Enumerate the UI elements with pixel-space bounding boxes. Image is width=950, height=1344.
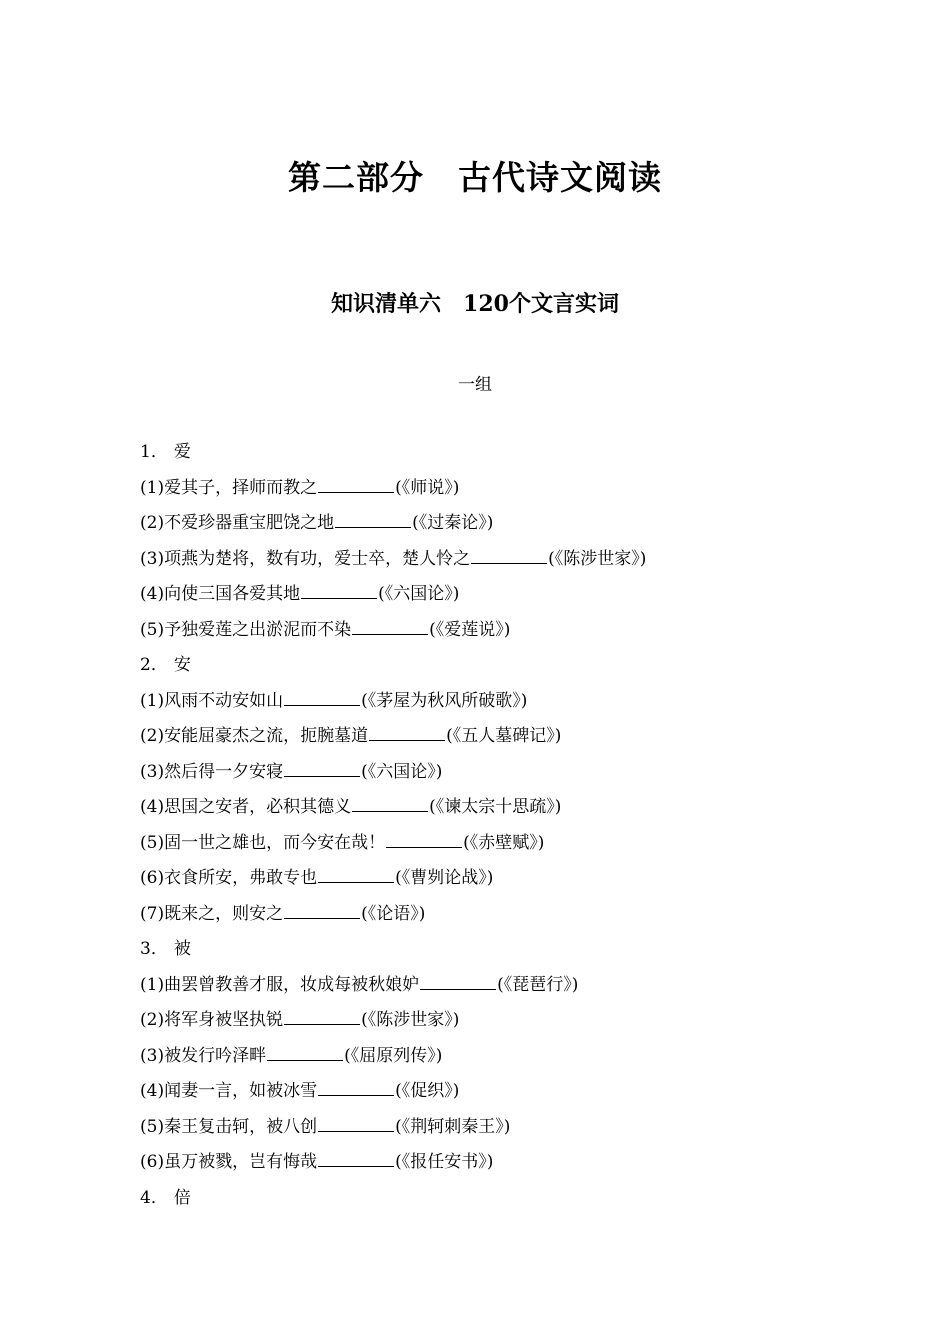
entry-number: 3．: [140, 939, 168, 959]
sentence-index: (1): [140, 690, 165, 711]
answer-blank[interactable]: [284, 900, 360, 919]
sentence-source: (《曹刿论战》): [395, 868, 494, 888]
sentence-source: (《报任安书》): [395, 1152, 494, 1172]
answer-blank[interactable]: [318, 864, 394, 883]
sentence-source: (《爱莲说》): [429, 619, 511, 640]
sentence-text: 既来之，则安之: [164, 903, 284, 924]
answer-blank[interactable]: [284, 758, 360, 777]
vocab-entry: [140, 1184, 860, 1220]
answer-blank[interactable]: [318, 1113, 394, 1132]
entry-word: 安: [173, 655, 191, 675]
sentence-index: (4): [140, 797, 165, 817]
example-sentence: [140, 758, 860, 794]
example-sentence: [140, 971, 860, 1007]
sentence-source: (《六国论》): [378, 584, 460, 604]
sentence-index: (1): [140, 974, 165, 995]
sentence-source: (《琵琶行》): [497, 974, 579, 995]
sentence-text: 项燕为楚将，数有功，爱士卒，楚人怜之: [164, 548, 471, 569]
entry-word: 爱: [173, 442, 191, 462]
sentence-text: 不爱珍器重宝肥饶之地: [164, 513, 335, 533]
part-title: 第二部分 古代诗文阅读: [288, 158, 662, 197]
vocab-entry: [140, 438, 860, 651]
example-sentence: [140, 509, 860, 545]
sentence-source: (《屈原列传》): [344, 1045, 443, 1066]
sentence-source: (《荆轲刺秦王》): [395, 1116, 511, 1137]
sentence-text: 将军身被坚执锐: [164, 1010, 284, 1030]
vocab-entry: [140, 651, 860, 935]
group-title: 一组: [458, 375, 492, 395]
vocabulary-list: [140, 438, 860, 1219]
sentence-text: 爱其子，择师而教之: [164, 477, 318, 498]
sentence-text: 向使三国各爱其地: [164, 584, 301, 604]
sentence-index: (6): [140, 1152, 165, 1172]
sentence-text: 固一世之雄也，而今安在哉！: [164, 832, 386, 853]
list-title: 知识清单六 120个文言实词: [331, 291, 619, 317]
entry-word: 倍: [173, 1187, 191, 1208]
sentence-index: (4): [140, 584, 165, 604]
sentence-text: 予独爱莲之出淤泥而不染: [164, 619, 352, 640]
entry-heading: [140, 1184, 860, 1220]
answer-blank[interactable]: [369, 722, 445, 741]
entry-heading: [140, 438, 860, 474]
sentence-index: (3): [140, 1045, 165, 1066]
example-sentence: [140, 722, 860, 758]
example-sentence: [140, 829, 860, 865]
answer-blank[interactable]: [284, 687, 360, 706]
sentence-index: (3): [140, 548, 165, 569]
sentence-text: 风雨不动安如山: [164, 690, 284, 711]
answer-blank[interactable]: [352, 793, 428, 812]
answer-blank[interactable]: [267, 1042, 343, 1061]
example-sentence: [140, 1042, 860, 1078]
answer-blank[interactable]: [386, 829, 462, 848]
entry-number: 2．: [140, 655, 168, 675]
sentence-source: (《茅屋为秋风所破歌》): [361, 690, 528, 711]
example-sentence: [140, 580, 860, 616]
sentence-index: (3): [140, 761, 165, 782]
sentence-source: (《师说》): [395, 477, 460, 498]
sentence-text: 曲罢曾教善才服，妆成每被秋娘妒: [164, 974, 420, 995]
example-sentence: [140, 616, 860, 652]
sentence-text: 秦王复击轲，被八创: [164, 1116, 318, 1137]
sentence-index: (5): [140, 832, 165, 853]
sentence-source: (《谏太宗十思疏》): [429, 797, 562, 817]
sentence-text: 然后得一夕安寝: [164, 761, 284, 782]
sentence-index: (7): [140, 903, 165, 924]
answer-blank[interactable]: [335, 509, 411, 528]
answer-blank[interactable]: [284, 1006, 360, 1025]
sentence-index: (2): [140, 513, 165, 533]
example-sentence: [140, 793, 860, 829]
sentence-index: (2): [140, 1010, 165, 1030]
answer-blank[interactable]: [471, 545, 547, 564]
example-sentence: [140, 687, 860, 723]
sentence-source: (《陈涉世家》): [548, 548, 647, 569]
sentence-source: (《五人墓碑记》): [446, 726, 562, 746]
sentence-source: (《赤壁赋》): [463, 832, 545, 853]
sentence-source: (《促织》): [395, 1081, 460, 1101]
sentence-source: (《论语》): [361, 903, 426, 924]
entry-number: 1．: [140, 442, 168, 462]
answer-blank[interactable]: [318, 1148, 394, 1167]
example-sentence: [140, 1113, 860, 1149]
entry-number: 4．: [140, 1187, 168, 1208]
sentence-source: (《过秦论》): [412, 513, 494, 533]
answer-blank[interactable]: [420, 971, 496, 990]
sentence-source: (《陈涉世家》): [361, 1010, 460, 1030]
example-sentence: [140, 545, 860, 581]
vocab-entry: [140, 935, 860, 1184]
sentence-source: (《六国论》): [361, 761, 443, 782]
entry-heading: [140, 935, 860, 971]
answer-blank[interactable]: [301, 580, 377, 599]
sentence-index: (5): [140, 619, 165, 640]
entry-word: 被: [173, 939, 191, 959]
sentence-text: 闻妻一言，如被冰雪: [164, 1081, 318, 1101]
sentence-text: 安能屈豪杰之流，扼腕墓道: [164, 726, 369, 746]
sentence-text: 衣食所安，弗敢专也: [164, 868, 318, 888]
sentence-text: 虽万被戮，岂有悔哉: [164, 1152, 318, 1172]
example-sentence: [140, 474, 860, 510]
example-sentence: [140, 1148, 860, 1184]
answer-blank[interactable]: [318, 1077, 394, 1096]
sentence-index: (2): [140, 726, 165, 746]
sentence-index: (4): [140, 1081, 165, 1101]
answer-blank[interactable]: [318, 474, 394, 493]
example-sentence: [140, 1006, 860, 1042]
sentence-text: 思国之安者，必积其德义: [164, 797, 352, 817]
example-sentence: [140, 1077, 860, 1113]
sentence-index: (1): [140, 477, 165, 498]
sentence-index: (6): [140, 868, 165, 888]
example-sentence: [140, 900, 860, 936]
example-sentence: [140, 864, 860, 900]
answer-blank[interactable]: [352, 616, 428, 635]
entry-heading: [140, 651, 860, 687]
sentence-text: 被发行吟泽畔: [164, 1045, 267, 1066]
sentence-index: (5): [140, 1116, 165, 1137]
